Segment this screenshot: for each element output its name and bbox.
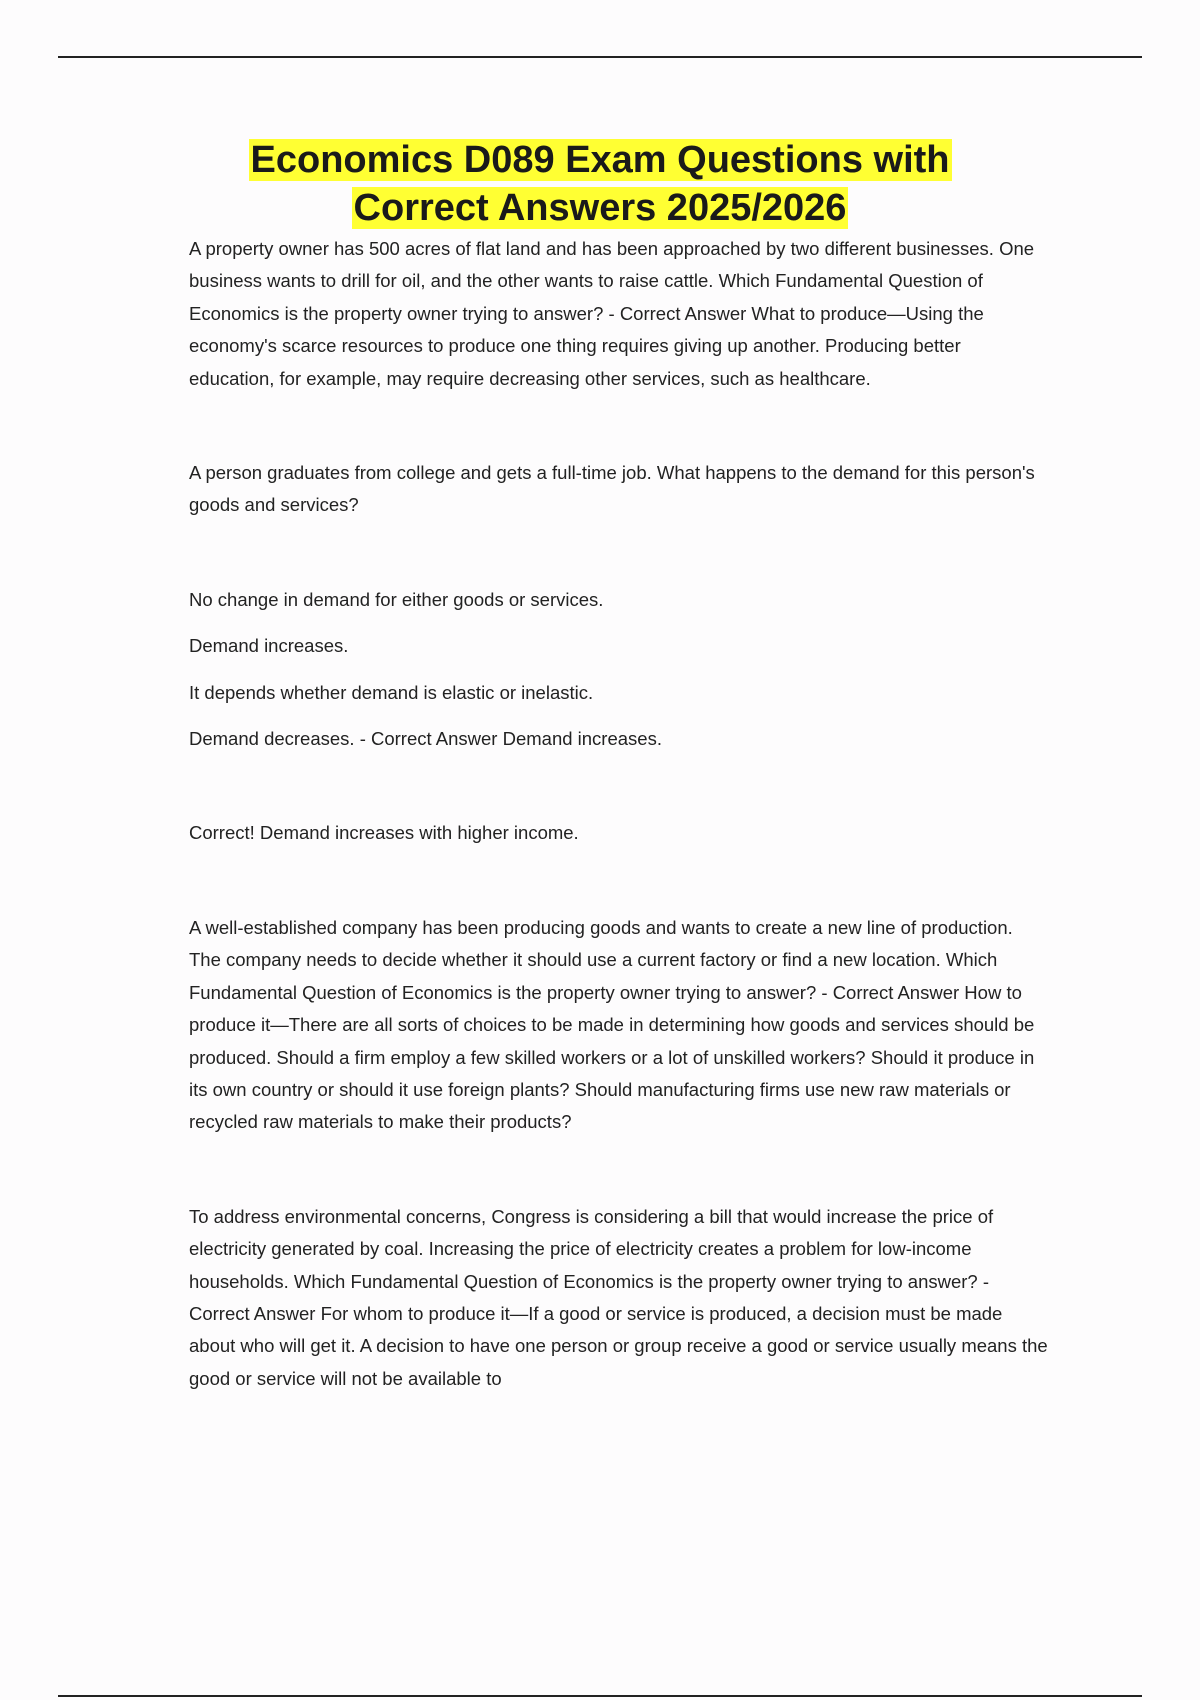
answer-option-2: Demand increases. — [189, 635, 349, 657]
answer-option-1: No change in demand for either goods or services. — [189, 588, 604, 610]
question-3: A well-established company has been producing goods and wants to create a new line of production. The company needs to decide whether it should use a current factory or find a new location. Which Fundamental Question of Economics is the property owner trying to answer? - Correct Answer How to produce it—There are all sorts of choices to be made in determining how goods and services should be produced. Should a firm employ a few skilled workers or a lot of unskilled workers? Should it produce in its own country or should it use foreign plants? Should manufacturing firms use new raw materials or recycled raw materials to make their products? — [189, 916, 1035, 1133]
title-line-1: Economics D089 Exam Questions with — [250, 139, 950, 181]
document-body — [189, 233, 1049, 1395]
question-1: A property owner has 500 acres of flat land and has been approached by two different businesses. One business wants to drill for oil, and the other wants to raise cattle. Which Fundamental Question of Economics is the property owner trying to answer? - Correct Answer What to produce—Using the economy's scarce resources to produce one thing requires giving up another. Producing better education, for example, may require decreasing other services, such as healthcare. — [189, 238, 1035, 389]
question-4: To address environmental concerns, Congress is considering a bill that would increase the price of electricity generated by coal. Increasing the price of electricity creates a problem for low-income households. Which Fundamental Question of Economics is the property owner trying to answer? - Correct Answer For whom to produce it—If a good or service is produced, a decision must be made about who will get it. A decision to have one person or group receive a good or service usually means the good or service will not be available to — [189, 1205, 1048, 1389]
title-line-2: Correct Answers 2025/2026 — [353, 187, 847, 229]
question-2: A person graduates from college and gets a full-time job. What happens to the demand for this person's goods and services? — [189, 462, 1035, 516]
top-rule — [58, 56, 1142, 58]
answer-option-4: Demand decreases. - Correct Answer Demand increases. — [189, 728, 662, 750]
bottom-rule — [58, 1695, 1142, 1697]
answer-feedback: Correct! Demand increases with higher income. — [189, 822, 579, 844]
answer-option-3: It depends whether demand is elastic or inelastic. — [189, 681, 594, 703]
document-title — [150, 136, 1050, 232]
